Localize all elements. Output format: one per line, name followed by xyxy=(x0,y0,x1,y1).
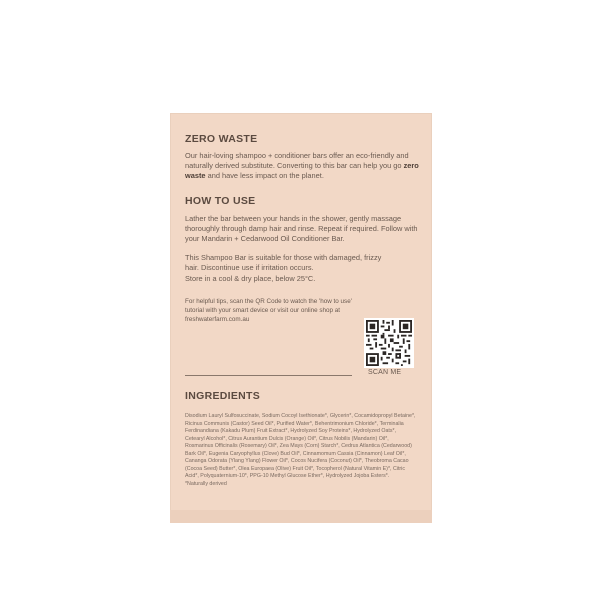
how-to-use-text: Lather the bar between your hands in the shower, gently massage thoroughly through damp hair and rinse. Repeat if required. Follow with your Mandarin + Cedarwood Oil Conditioner Bar. xyxy=(185,213,418,244)
tips-text: For helpful tips, scan the QR Code to watch the 'how to use' tutorial with your smart device or visit our online shop at freshwaterfarm.com.au xyxy=(185,297,352,324)
qr-code-icon xyxy=(366,320,412,366)
how-to-use-heading: HOW TO USE xyxy=(185,194,256,207)
ingredients-footnote: *Naturally derived xyxy=(185,480,227,487)
box-bottom-edge xyxy=(170,510,432,523)
box-text-content xyxy=(185,133,420,324)
divider-line xyxy=(185,375,352,376)
zero-waste-text xyxy=(185,151,420,182)
ingredients-block xyxy=(185,413,417,488)
qr-code[interactable] xyxy=(364,318,414,368)
zero-waste-text-end: and have less impact on the planet. xyxy=(205,171,324,181)
zero-waste-heading: ZERO WASTE xyxy=(185,133,258,145)
suitability-text: This Shampoo Bar is suitable for those with damaged, frizzy hair. Discontinue use if irritation occurs. xyxy=(185,253,382,273)
ingredients-list: Disodium Lauryl Sulfosuccinate, Sodium Cocoyl Isethionate*, Glycerin*, Cocamidopropyl Betaine*, Ricinus Communis (Castor) Seed Oil*, Purified Water*, Behentrimonium Chloride*, Terminalia Ferdinandiana (Kakadu Plum) Fruit Extract*, Hydrolyzed Soy Proteins*, Hydrolyzed Oats*, Cetearyl Alcohol*, Citrus Aurantium Dulcis (Orange) Oil*, Citrus Nobilis (Mandarin) Oil*, Rosmarinus Officinalis (Rosemary) Oil*, Zea Mays (Corn) Starch*, Cedrus Atlantica (Cedarwood) Bark Oil*, Eugenia Caryophyllus (Clove) Bud Oil*, Cinnamomum Cassia (Cinnamon) Leaf Oil*, Cananga Odorata (Ylang Ylang) Flower Oil*, Cocos Nucifera (Coconut) Oil*, Theobroma Cacao (Cocoa Seed) Butter*, Olea Europaea (Olive) Fruit Oil*, Tocopherol (Natural Vitamin E)*, Citric Acid*, Polyquaternium-10*, PPG-10 Methyl Glucose Ether*, Hydrolyzed Jojoba Esters*. xyxy=(185,413,416,479)
zero-waste-text-start: Our hair-loving shampoo + conditioner bars offer an eco-friendly and naturally derived substitute. Converting to this bar can help you go xyxy=(185,151,409,171)
ingredients-heading: INGREDIENTS xyxy=(185,390,261,402)
scan-me-label: SCAN ME xyxy=(368,369,402,376)
storage-text: Store in a cool & dry place, below 25°C. xyxy=(185,273,316,283)
zero-waste-bold: zero waste xyxy=(185,161,419,181)
